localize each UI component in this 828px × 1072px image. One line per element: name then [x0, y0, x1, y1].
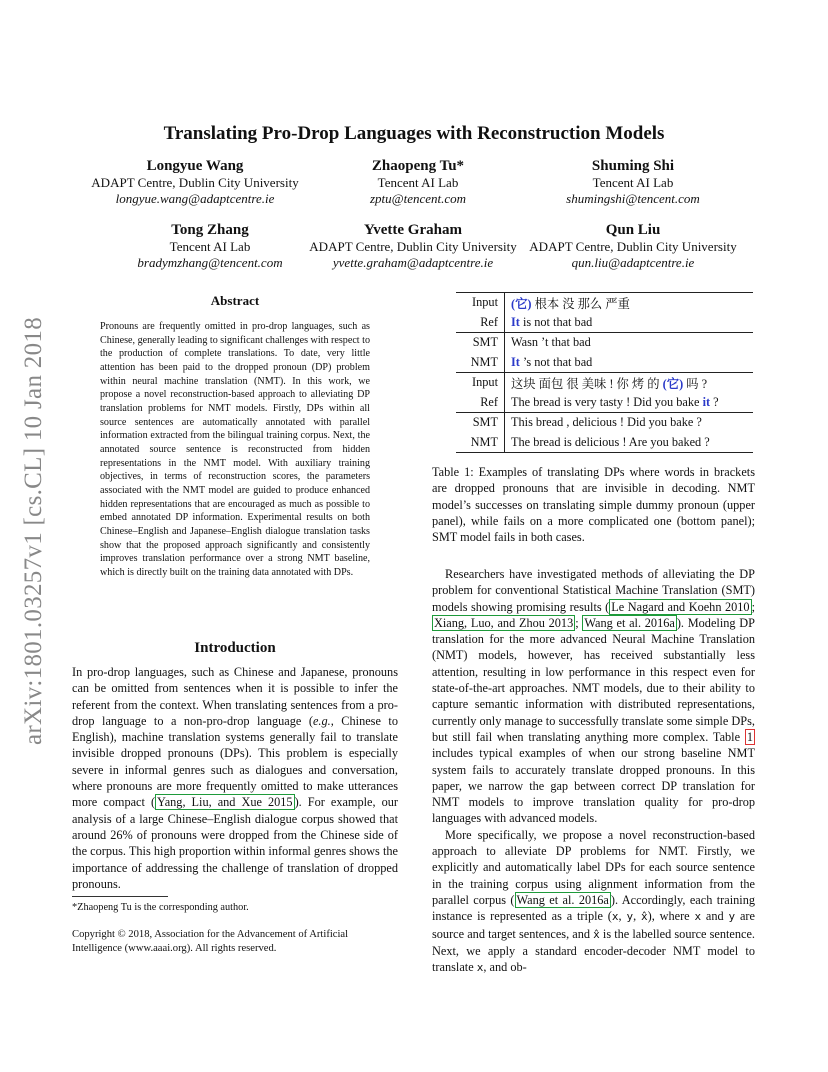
author-email: zptu@tencent.com [369, 191, 467, 206]
row-text: It ’s not that bad [505, 353, 754, 373]
row-text: It is not that bad [505, 313, 754, 333]
row-label: Input [456, 293, 505, 313]
row-text: 这块 面包 很 美味 ! 你 烤 的 (它) 吗 ? [505, 373, 754, 393]
row-text: Wasn ’t that bad [511, 335, 591, 350]
table-reference-link[interactable]: 1 [746, 729, 753, 744]
author-email: qun.liu@adaptcentre.ie [571, 255, 695, 270]
text-run: ). For example, our analysis of a large Chinese–English dialogue corpus showed that around 26% of pronouns were dropped from the Chinese side of the corpus. This high proportion within informal genres shows the importance of addressing the challenge of translation of dropped pronouns. [72, 795, 398, 891]
paragraph: Researchers have investigated methods of alleviating the DP problem for conventional Statistical Machine Translation (SMT) models showing promising results ( Le Nagard and Koehn 2010 ; Xiang, Luo, and Zhou 2013 ; Wang et al. 2016a ). Modeling DP translation for the more advanced Neural Machine Translation (NMT) models, however, has received substantially less attention, resulting in low performance in this respect even for state-of-the-art approaches. NMT models, due to their ability to capture semantic information with distributed representations, currently only manage to successfully translate some simple DPs, but still fail when translating anything more complex. Table 1 includes typical examples of when our strong baseline NMT system fails to accurately translate dropped pronouns. In this paper, we narrow the gap between correct DP translation for NMT models to improve translation quality for pro-drop languages with advanced models. [432, 567, 755, 826]
table-row [456, 433, 753, 453]
citation-link[interactable]: Le Nagard and Koehn 2010 [611, 599, 750, 614]
right-column-body [432, 566, 755, 976]
row-label: Ref [456, 313, 505, 333]
author-email: bradymzhang@tencent.com [137, 255, 283, 270]
footnote-divider [72, 896, 168, 897]
row-label: Ref [456, 393, 505, 413]
row-text: The bread is very tasty ! Did you bake it ? [505, 393, 754, 413]
text-run: In pro-drop languages, such as Chinese and Japanese, pronouns can be omitted from sentences when it is possible to infer the referent from the context. When translating sentences from a pro-drop language to a non-pro-drop language ( [72, 665, 398, 728]
author-email: longyue.wang@adaptcentre.ie [115, 191, 275, 206]
section-heading-introduction: Introduction [194, 640, 276, 656]
author-block [520, 221, 746, 271]
citation-link[interactable]: Xiang, Luo, and Zhou 2013 [434, 615, 574, 630]
row-text: (它) 根本 没 那么 严重 [505, 293, 754, 313]
abstract-heading: Abstract [210, 293, 260, 308]
author-affiliation: ADAPT Centre, Dublin City University [309, 239, 517, 254]
table-row [456, 333, 753, 353]
text-run: e.g., [312, 713, 334, 728]
table-row [456, 393, 753, 413]
citation-link[interactable]: Wang et al. 2016a [516, 892, 609, 907]
author-name: Zhaopeng Tu* [371, 158, 465, 174]
author-block [70, 157, 320, 207]
row-label: NMT [456, 433, 505, 453]
table-row [456, 293, 753, 313]
row-label: Input [456, 373, 505, 393]
author-name: Shuming Shi [591, 158, 675, 174]
author-block [533, 157, 733, 207]
author-affiliation: ADAPT Centre, Dublin City University [529, 239, 737, 254]
author-affiliation: ADAPT Centre, Dublin City University [91, 175, 299, 190]
row-text: This bread , delicious ! Did you bake ? [511, 415, 702, 430]
copyright-notice: Copyright © 2018, Association for the Advancement of Artificial Intelligence (www.aaai.org). All rights reserved. [72, 929, 349, 954]
table-row [456, 353, 753, 373]
author-affiliation: Tencent AI Lab [592, 175, 674, 190]
footnote: *Zhaopeng Tu is the corresponding author. [72, 902, 249, 913]
author-name: Qun Liu [605, 222, 661, 238]
citation-link[interactable]: Yang, Liu, and Xue 2015 [157, 795, 293, 810]
author-name: Longyue Wang [146, 158, 244, 174]
table-row [456, 413, 753, 433]
author-affiliation: Tencent AI Lab [169, 239, 251, 254]
author-email: yvette.graham@adaptcentre.ie [332, 255, 494, 270]
author-block [110, 221, 310, 271]
author-name: Yvette Graham [364, 222, 462, 238]
table-caption: Table 1: Examples of translating DPs where words in brackets are dropped pronouns that are invisible in decoding. NMT model’s successes on translating simple dummy pronoun (upper panel), while fails on a more complicated one (bottom panel); SMT model fails in both cases. [432, 465, 755, 545]
citation-link[interactable]: Wang et al. 2016a [584, 615, 675, 630]
table-row [456, 313, 753, 333]
row-text: The bread is delicious ! Are you baked ? [505, 433, 754, 453]
author-name: Tong Zhang [171, 222, 249, 238]
paper-title: Translating Pro-Drop Languages with Reconstruction Models [163, 123, 665, 144]
author-email: shumingshi@tencent.com [566, 191, 700, 206]
text-run: Chinese to English), machine translation systems generally fail to translate invisible dropped pronouns (DPs). This problem is especially severe in informal genres such as dialogues and conversation, where pronouns are more frequently omitted to make utterances more compact ( [72, 713, 398, 810]
row-label: SMT [456, 413, 505, 433]
table-row [456, 373, 753, 393]
paragraph: More specifically, we propose a novel reconstruction-based approach to alleviate DP problems for NMT. Firstly, we explicitly and automatically label DPs for each source sentence in the training corpus using alignment information from the parallel corpus ( Wang et al. 2016a ). Accordingly, each training instance is represented as a triple (x, y, x̂), where x and y are source and target sentences, and x̂ is the labelled source sentence. Next, we apply a standard encoder-decoder NMT model to translate x, and ob- [432, 827, 756, 975]
author-block [300, 221, 526, 271]
arxiv-stamp: arXiv:1801.03257v1 [cs.CL] 10 Jan 2018 [20, 317, 47, 746]
intro-paragraph [72, 664, 398, 892]
row-label: SMT [456, 333, 505, 353]
abstract-text: Pronouns are frequently omitted in pro-drop languages, such as Chinese, generally leading to significant challenges with respect to the production of complete translations. To date, very little attention has been paid to the dropped pronoun (DP) problem within neural machine translation (NMT). In this work, we propose a novel reconstruction-based approach to alleviating DP translation problems for NMT models. Firstly, DPs within all source sentences are automatically annotated with parallel information extracted from the bilingual training corpus. Next, the annotated source sentence is reconstructed from hidden representations in the NMT model. With auxiliary training objectives, in terms of reconstruction scores, the parameters associated with the NMT model are guided to produce enhanced hidden representations that are encouraged as much as possible to embed annotated DP information. Experimental results on both Chinese–English and Japanese–English dialogue translation tasks show that the proposed approach significantly and consistently improves translation performance over a strong NMT baseline, which is directly built on the training data annotated with DPs. [100, 321, 370, 578]
dp-examples-table [456, 292, 753, 453]
author-block [318, 157, 518, 207]
row-label: NMT [456, 353, 505, 373]
author-affiliation: Tencent AI Lab [377, 175, 459, 190]
